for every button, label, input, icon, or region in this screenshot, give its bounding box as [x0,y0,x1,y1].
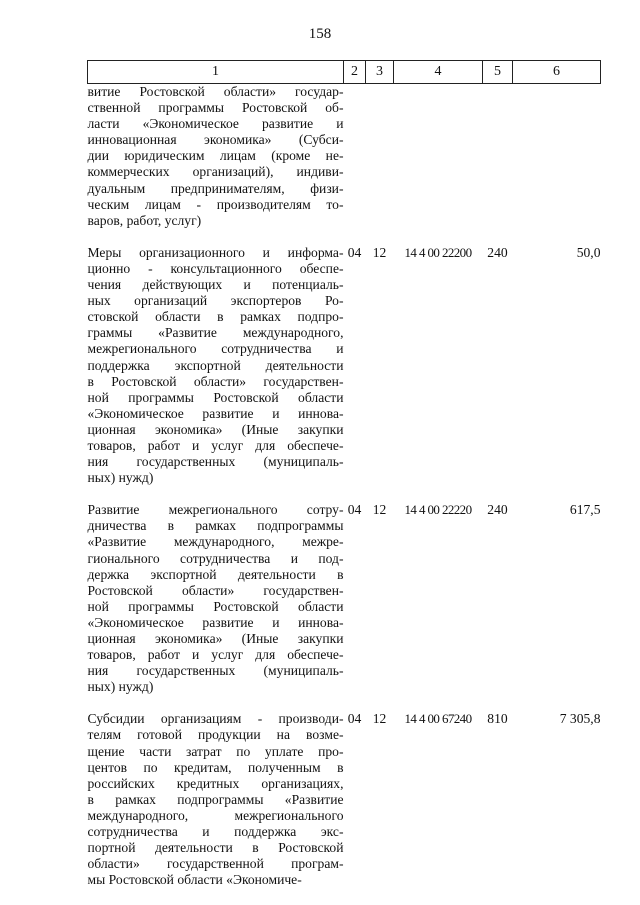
description-line: «Экономическое развитие и иннова- [87,405,344,421]
description-line: в Ростовской области» государствен- [87,373,344,389]
description-line: сотрудничества и поддержка экс- [87,824,344,840]
row-description [88,84,344,229]
description-line: ных организаций экспортеров Ро- [87,293,344,309]
table-row [88,695,601,888]
budget-table [87,60,601,888]
description-line: мы Ростовской области «Экономиче- [87,872,302,888]
description-line: центов по кредитам, полученным в [87,759,344,775]
description-line: портной деятельности в Ростовской [87,840,344,856]
description-line: международного, межрегионального [87,807,344,823]
description-line: держка экспортной деятельности в [87,566,344,582]
section-code: 04 [347,711,362,727]
target-article-code [394,84,483,229]
description-line: ния государственных (муниципаль- [87,663,344,679]
description-line: «Экономическое развитие и иннова- [87,614,344,630]
amount-value [513,84,601,229]
description-line: ственной программы Ростовской об- [87,100,344,116]
description-line: инновационная экономика» (Субси- [87,132,344,148]
description-line: варов, работ, услуг) [87,212,202,228]
subsection-code [366,84,394,229]
table-row [88,486,601,695]
description-line: ной программы Ростовской области [87,598,344,614]
description-line: «Развитие международного, межре- [87,534,344,550]
amount-value: 617,5 [569,502,601,518]
description-line: товаров, работ и услуг для обеспече- [87,437,344,453]
header-col-5: 5 [483,61,513,84]
amount-value: 50,0 [576,244,601,260]
row-description [88,695,344,888]
description-line: ния государственных (муниципаль- [87,454,344,470]
description-line: ционная экономика» (Иные закупки [87,631,344,646]
description-line: Меры организационного и информа- [87,244,344,260]
expense-type-code [483,84,513,229]
header-col-3: 3 [366,61,394,84]
description-line: ционная экономика» (Иные закупки [87,421,344,437]
description-line: ласти «Экономическое развитие и [87,116,344,132]
description-line: ционно - консультационного обеспе- [87,260,344,276]
subsection-code: 12 [372,711,387,727]
header-col-1: 1 [88,61,344,84]
description-line: гионального сотрудничества и под- [87,550,344,566]
description-line: витие Ростовской области» государ- [87,84,344,99]
table-header-row [88,61,601,84]
description-line: Развитие межрегионального сотру- [87,502,344,518]
description-line: телям готовой продукции на возме- [87,727,344,743]
expense-type-code: 810 [487,711,508,727]
target-article-code: 14 4 00 67240 [404,711,472,727]
section-code: 04 [347,244,362,260]
description-line: в рамках подпрограммы «Развитие [87,791,344,807]
description-line: дничества в рамках подпрограммы [87,518,344,534]
description-line: российских кредитных организациях, [87,775,344,791]
description-line: области» государственной програм- [87,856,344,872]
description-line: дуальным предпринимателям, физи- [87,180,344,196]
description-line: ной программы Ростовской области [87,389,344,405]
header-col-2: 2 [344,61,366,84]
expense-type-code: 240 [487,244,508,260]
description-line: межрегионального сотрудничества и [87,341,344,357]
description-line: стовской области в рамках подпро- [87,309,344,325]
target-article-code: 14 4 00 22200 [404,244,472,260]
description-line: Ростовской области» государствен- [87,582,344,598]
row-description [88,486,344,695]
description-line: щение части затрат по уплате про- [87,743,344,759]
subsection-code: 12 [372,502,387,518]
description-line: поддержка экспортной деятельности [87,357,344,373]
description-line: чения действующих и потенциаль- [87,277,344,293]
description-line: ческим лицам - производителям то- [87,196,344,212]
description-line: граммы «Развитие международного, [87,325,344,341]
subsection-code: 12 [372,244,387,260]
description-line: Субсидии организациям - производи- [87,711,344,727]
header-col-4: 4 [394,61,483,84]
page-number: 158 [308,26,332,42]
table-row [88,229,601,486]
header-col-6: 6 [513,61,601,84]
section-code [344,84,366,229]
table-body [88,84,601,889]
description-line: ных) нужд) [87,679,154,695]
section-code: 04 [347,502,362,518]
expense-type-code: 240 [487,502,508,518]
description-line: ных) нужд) [87,470,154,486]
table-row [88,84,601,229]
description-line: коммерческих организаций), индиви- [87,164,344,180]
description-line: товаров, работ и услуг для обеспече- [87,647,344,663]
target-article-code: 14 4 00 22220 [404,502,472,518]
row-description [88,229,344,486]
description-line: дии юридическим лицам (кроме не- [87,148,344,164]
amount-value: 7 305,8 [559,711,601,727]
